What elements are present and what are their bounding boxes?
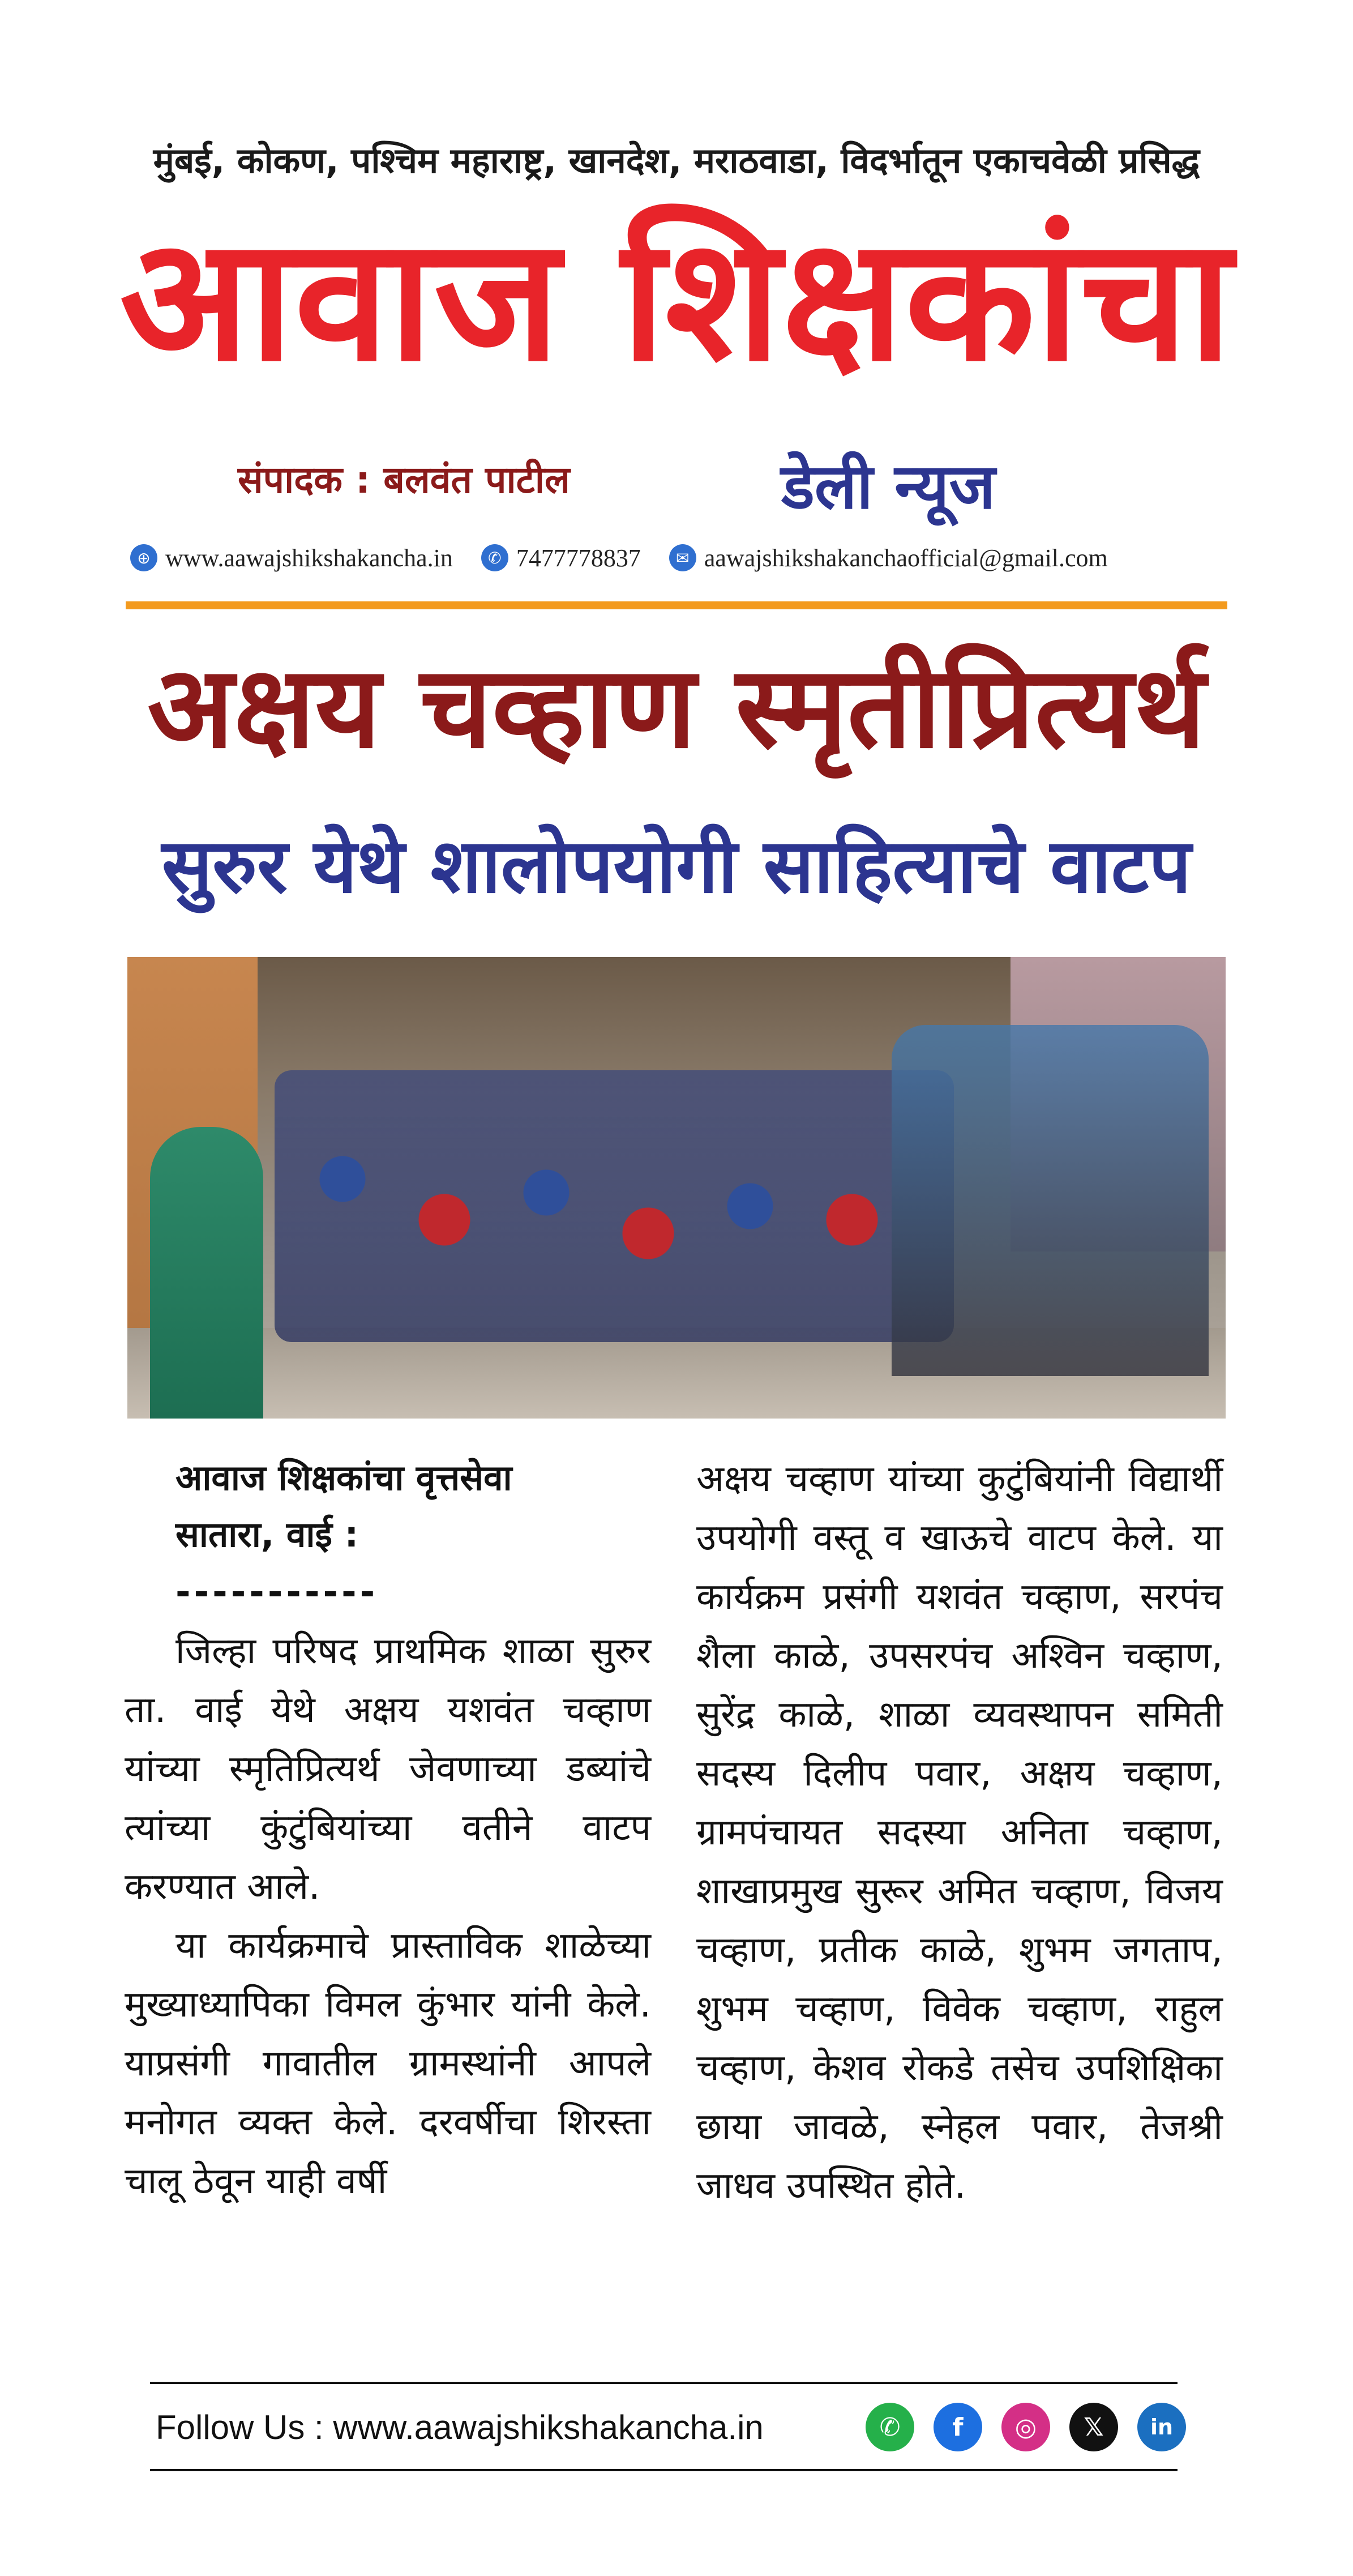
- photo-students-group: [275, 1070, 954, 1342]
- header-divider: [126, 601, 1227, 609]
- email-contact[interactable]: [669, 544, 1108, 573]
- globe-icon: ⊕: [130, 544, 157, 571]
- website-text: www.aawajshikshakancha.in: [165, 544, 453, 572]
- editor-credit: संपादक : बलवंत पाटील: [238, 458, 570, 502]
- facebook-icon[interactable]: f: [934, 2403, 982, 2451]
- daily-news-label: डेली न्यूज: [781, 450, 996, 523]
- footer-bottom-rule: [150, 2469, 1178, 2471]
- instagram-icon[interactable]: ◎: [1001, 2403, 1050, 2451]
- news-photo: [127, 957, 1226, 1419]
- phone-icon: ✆: [481, 544, 508, 571]
- whatsapp-icon[interactable]: ✆: [866, 2403, 914, 2451]
- article-paragraph-1: जिल्हा परिषद प्राथमिक शाळा सुरुर ता. वाई येथे अक्षय यशवंत चव्हाण यांच्या स्मृतिप्रित्यर्थ जेवणाच्या डब्यांचे त्यांच्या कुंटुंबियांच्या वतीने वाटप करण्यात आले.: [125, 1630, 651, 1908]
- byline-agency: आवाज शिक्षकांचा वृत्तसेवा: [175, 1457, 512, 1498]
- phone-text: 7477778837: [516, 544, 641, 572]
- headline-secondary: सुरुर येथे शालोपयोगी साहित्याचे वाटप: [161, 823, 1192, 910]
- article-paragraph-2: या कार्यक्रमाचे प्रास्ताविक शाळेच्या मुख्याध्यापिका विमल कुंभार यांनी केले. याप्रसंगी गावातील ग्रामस्थांनी आपले मनोगत व्यक्त केले. दरवर्षीचा शिरस्ता चालू ठेवून याही वर्षी: [125, 1925, 651, 2202]
- byline-dash: -----------: [175, 1571, 379, 1613]
- x-icon[interactable]: 𝕏: [1069, 2403, 1118, 2451]
- follow-us-text[interactable]: Follow Us : www.aawajshikshakancha.in: [156, 2408, 764, 2446]
- masthead-title: आवाज शिक्षकांचा: [119, 201, 1234, 399]
- footer: [156, 2393, 1186, 2461]
- mail-icon: ✉: [669, 544, 696, 571]
- headline-primary: अक्षय चव्हाण स्मृतीप्रित्यर्थ: [147, 642, 1206, 774]
- article-column-left: [125, 1450, 651, 2211]
- linkedin-icon[interactable]: in: [1137, 2403, 1186, 2451]
- footer-top-rule: [150, 2382, 1178, 2384]
- tagline: मुंबई, कोकण, पश्चिम महाराष्ट्र, खानदेश, मराठवाडा, विदर्भातून एकाचवेळी प्रसिद्ध: [153, 140, 1200, 181]
- phone-contact[interactable]: [481, 544, 641, 573]
- photo-villagers-group: [892, 1025, 1209, 1376]
- contact-row: [130, 538, 1223, 578]
- byline-location: सातारा, वाई :: [175, 1514, 359, 1555]
- article-paragraph-3: अक्षय चव्हाण यांच्या कुटुंबियांनी विद्यार्थी उपयोगी वस्तू व खाऊचे वाटप केले. या कार्यक्रम प्रसंगी यशवंत चव्हाण, सरपंच शैला काळे, उपसरपंच अश्विन चव्हाण, सुरेंद्र काळे, शाळा व्यवस्थापन समिती सदस्य दिलीप पवार, अक्षय चव्हाण, ग्रामपंचायत सदस्या अनिता चव्हाण, शाखाप्रमुख सुरूर अमित चव्हाण, विजय चव्हाण, प्रतीक काळे, शुभम जगताप, शुभम चव्हाण, विवेक चव्हाण, राहुल चव्हाण, केशव रोकडे तसेच उपशिक्षिका छाया जावळे, स्नेहल पवार, तेजश्री जाधव उपस्थित होते.: [696, 1458, 1223, 2207]
- article-column-right: [696, 1450, 1223, 2215]
- photo-teacher-figure: [150, 1127, 263, 1419]
- email-text: aawajshikshakanchaofficial@gmail.com: [704, 544, 1108, 572]
- social-icons: [846, 2403, 1186, 2451]
- website-contact[interactable]: [130, 544, 453, 573]
